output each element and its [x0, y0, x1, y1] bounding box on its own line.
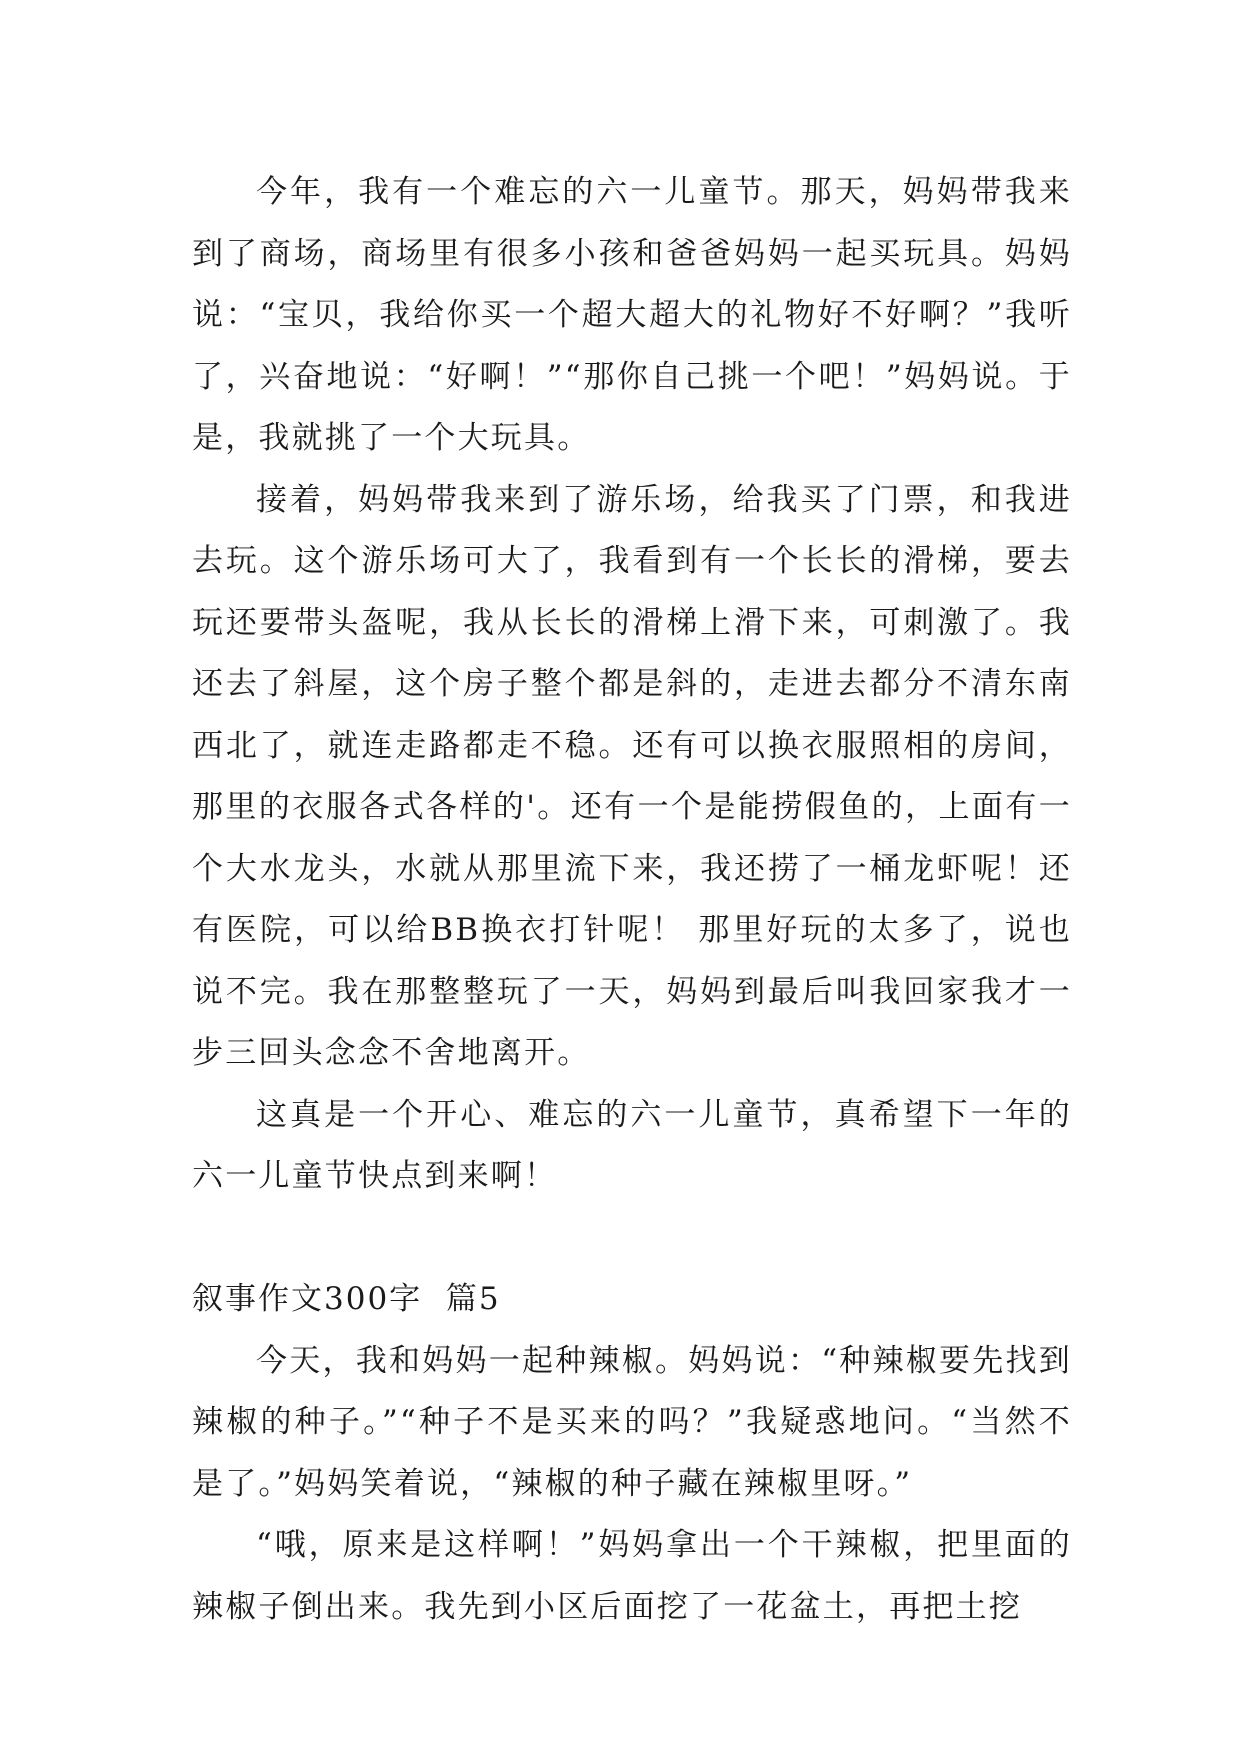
section-title: 叙事作文300字 篇5 [192, 1281, 501, 1317]
document-body [192, 162, 1072, 1638]
paragraph-2: 接着，妈妈带我来到了游乐场，给我买了门票，和我进去玩。这个游乐场可大了，我看到有一个长长的滑梯，要去玩还要带头盔呢，我从长长的滑梯上滑下来，可刺激了。我还去了斜屋，这个房子整个都是斜的，走进去都分不清东南西北了，就连走路都走不稳。还有可以换衣服照相的房间，那里的衣服各式各样的'。还有一个是能捞假鱼的，上面有一个大水龙头，水就从那里流下来，我还捞了一桶龙虾呢！还有医院，可以给BB换衣打针呢！ 那里好玩的太多了，说也说不完。我在那整整玩了一天，妈妈到最后叫我回家我才一步三回头念念不舍地离开。 [192, 481, 1072, 1071]
paragraph-5: “哦，原来是这样啊！”妈妈拿出一个干辣椒，把里面的辣椒子倒出来。我先到小区后面挖了一花盆土，再把土挖 [192, 1527, 1072, 1625]
paragraph-1: 今年，我有一个难忘的六一儿童节。那天，妈妈带我来到了商场，商场里有很多小孩和爸爸妈妈一起买玩具。妈妈说：“宝贝，我给你买一个超大超大的礼物好不好啊？”我听了，兴奋地说：“好啊！”“那你自己挑一个吧！”妈妈说。于是，我就挑了一个大玩具。 [192, 174, 1072, 456]
blank-line [192, 1208, 1072, 1270]
paragraph-4: 今天，我和妈妈一起种辣椒。妈妈说：“种辣椒要先找到辣椒的种子。”“种子不是买来的吗？”我疑惑地问。“当然不是了。”妈妈笑着说，“辣椒的种子藏在辣椒里呀。” [192, 1342, 1072, 1502]
paragraph-3: 这真是一个开心、难忘的六一儿童节，真希望下一年的六一儿童节快点到来啊！ [192, 1096, 1072, 1194]
